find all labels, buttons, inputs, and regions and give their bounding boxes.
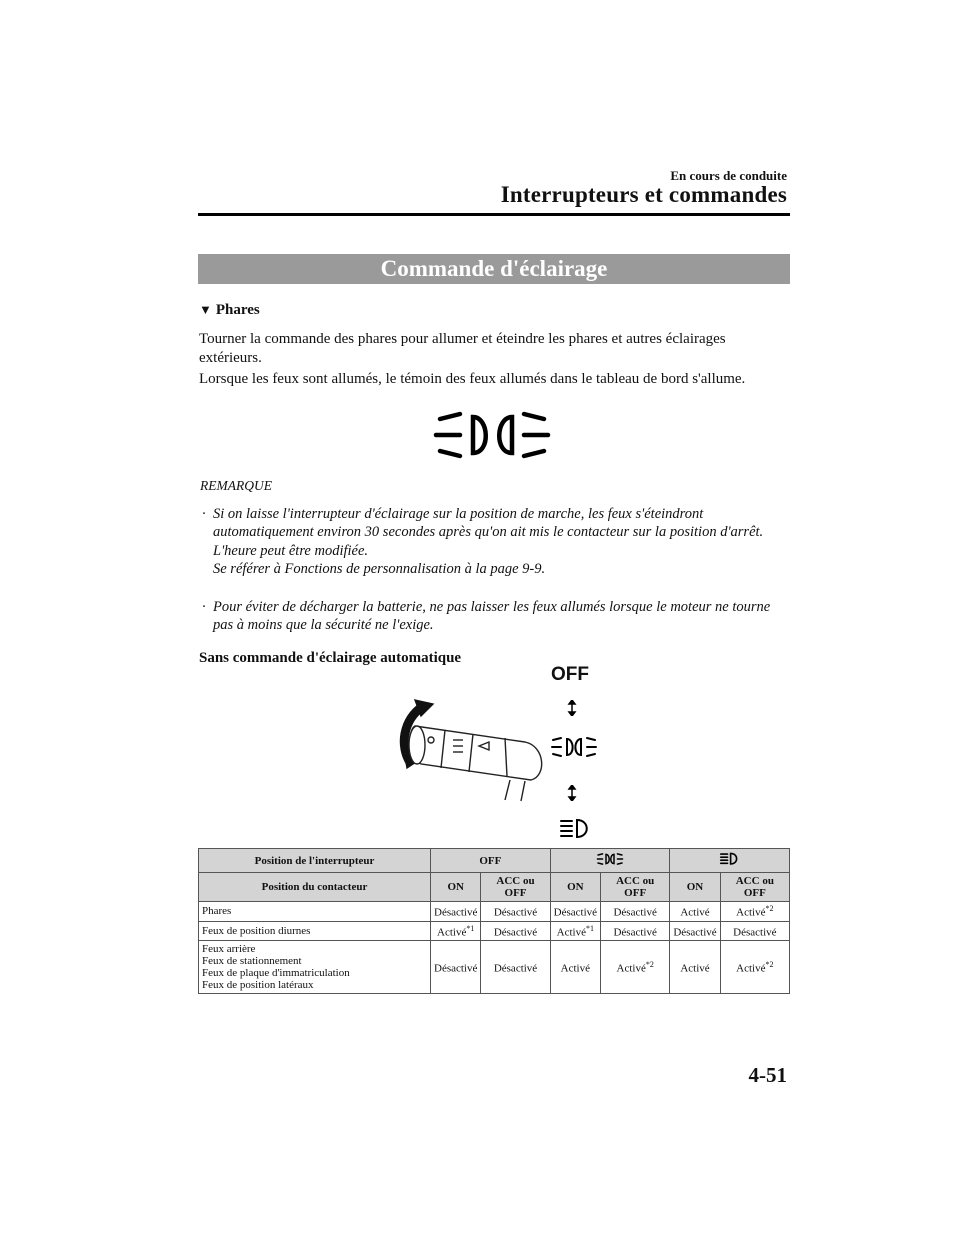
table-header-row xyxy=(199,873,790,902)
table-cell: Activé xyxy=(670,941,720,994)
table-cell: Désactivé xyxy=(550,902,600,922)
header-cell: ON xyxy=(431,873,481,902)
header-cell: Position de l'interrupteur xyxy=(199,849,431,873)
header-cell: ACC ou OFF xyxy=(481,873,550,902)
row-label-line: Phares xyxy=(202,905,232,918)
note-item xyxy=(202,505,792,579)
switch-position-table xyxy=(198,848,790,994)
table-cell: Activé$^{*1}$ xyxy=(550,921,600,941)
subsection-heading-text: Phares xyxy=(215,302,260,318)
table-row xyxy=(199,921,790,941)
body-paragraph: Tourner la commande des phares pour allumer et éteindre les phares et autres éclairages extérieurs. xyxy=(199,331,726,366)
table-row xyxy=(199,902,790,922)
subsection-heading xyxy=(199,302,260,319)
header-cell: ACC ou OFF xyxy=(601,873,670,902)
table-cell: Activé xyxy=(670,902,720,922)
row-label xyxy=(199,921,431,941)
table-cell: Désactivé xyxy=(720,921,789,941)
page-number: 4-51 xyxy=(748,1063,787,1087)
table-header-row xyxy=(199,849,790,873)
body-paragraph: Lorsque les feux sont allumés, le témoin des feux allumés dans le tableau de bord s'allume. xyxy=(199,371,746,387)
triangle-marker-icon: ▼ xyxy=(199,302,212,317)
table-cell: Désactivé xyxy=(481,941,550,994)
page-title: Commande d'éclairage xyxy=(198,254,790,284)
row-label-line: Feux de stationnement xyxy=(202,955,302,968)
note-text: Si on laisse l'interrupteur d'éclairage sur la position de marche, les feux s'éteindront automatiquement environ 30 secondes après qu'on ait mis le contacteur sur la position d'arrêt. xyxy=(213,506,764,541)
headlight-on-indicator-icon xyxy=(428,405,556,465)
table-cell: Activé$^{*2}$ xyxy=(601,941,670,994)
row-label-line: Feux arrière xyxy=(202,943,256,956)
table-cell: Désactivé xyxy=(670,921,720,941)
bullet: · xyxy=(202,599,206,615)
row-label xyxy=(199,941,431,994)
row-label xyxy=(199,902,431,922)
table-row xyxy=(199,941,790,994)
note-text: Pour éviter de décharger la batterie, ne pas laisser les feux allumés lorsque le moteur ne tourne pas à moins que la sécurité ne l'exige. xyxy=(213,599,771,634)
header-cell xyxy=(670,849,790,873)
note-text: Se référer à Fonctions de personnalisation à la page 9-9. xyxy=(213,561,546,578)
row-label-line: Feux de plaque d'immatriculation xyxy=(202,967,350,980)
header-cell: ON xyxy=(550,873,600,902)
header-cell: ACC ou OFF xyxy=(720,873,789,902)
parking-lights-icon xyxy=(550,733,598,761)
headlights-icon xyxy=(558,816,594,842)
header-rule xyxy=(198,213,790,216)
table-cell: Désactivé xyxy=(431,902,481,922)
header-cell xyxy=(550,849,670,873)
lighting-switch-lever-icon xyxy=(385,696,555,806)
header-cell: Position du contacteur xyxy=(199,873,431,902)
table-cell: Désactivé xyxy=(431,941,481,994)
header-cell: ON xyxy=(670,873,720,902)
double-arrow-icon xyxy=(566,700,578,716)
parking-lights-icon xyxy=(595,851,625,867)
section-title: Interrupteurs et commandes xyxy=(500,182,787,207)
remark-label: REMARQUE xyxy=(200,478,272,493)
table-cell: Désactivé xyxy=(481,902,550,922)
double-arrow-icon xyxy=(566,785,578,801)
note-text: L'heure peut être modifiée. xyxy=(213,542,369,559)
headlights-icon xyxy=(718,851,742,867)
bullet: · xyxy=(202,506,206,522)
note-item xyxy=(202,598,792,635)
off-position-label: OFF xyxy=(551,664,589,685)
header-cell: OFF xyxy=(431,849,551,873)
table-cell: Activé$^{*1}$ xyxy=(431,921,481,941)
table-cell: Désactivé xyxy=(481,921,550,941)
table-cell: Désactivé xyxy=(601,921,670,941)
table-cell: Activé$^{*2}$ xyxy=(720,941,789,994)
table-cell: Désactivé xyxy=(601,902,670,922)
table-cell: Activé xyxy=(550,941,600,994)
chapter-label: En cours de conduite xyxy=(670,168,787,183)
table-cell: Activé$^{*2}$ xyxy=(720,902,789,922)
row-label-line: Feux de position latéraux xyxy=(202,979,314,992)
row-label-line: Feux de position diurnes xyxy=(202,924,311,937)
diagram-caption: Sans commande d'éclairage automatique xyxy=(199,650,462,666)
